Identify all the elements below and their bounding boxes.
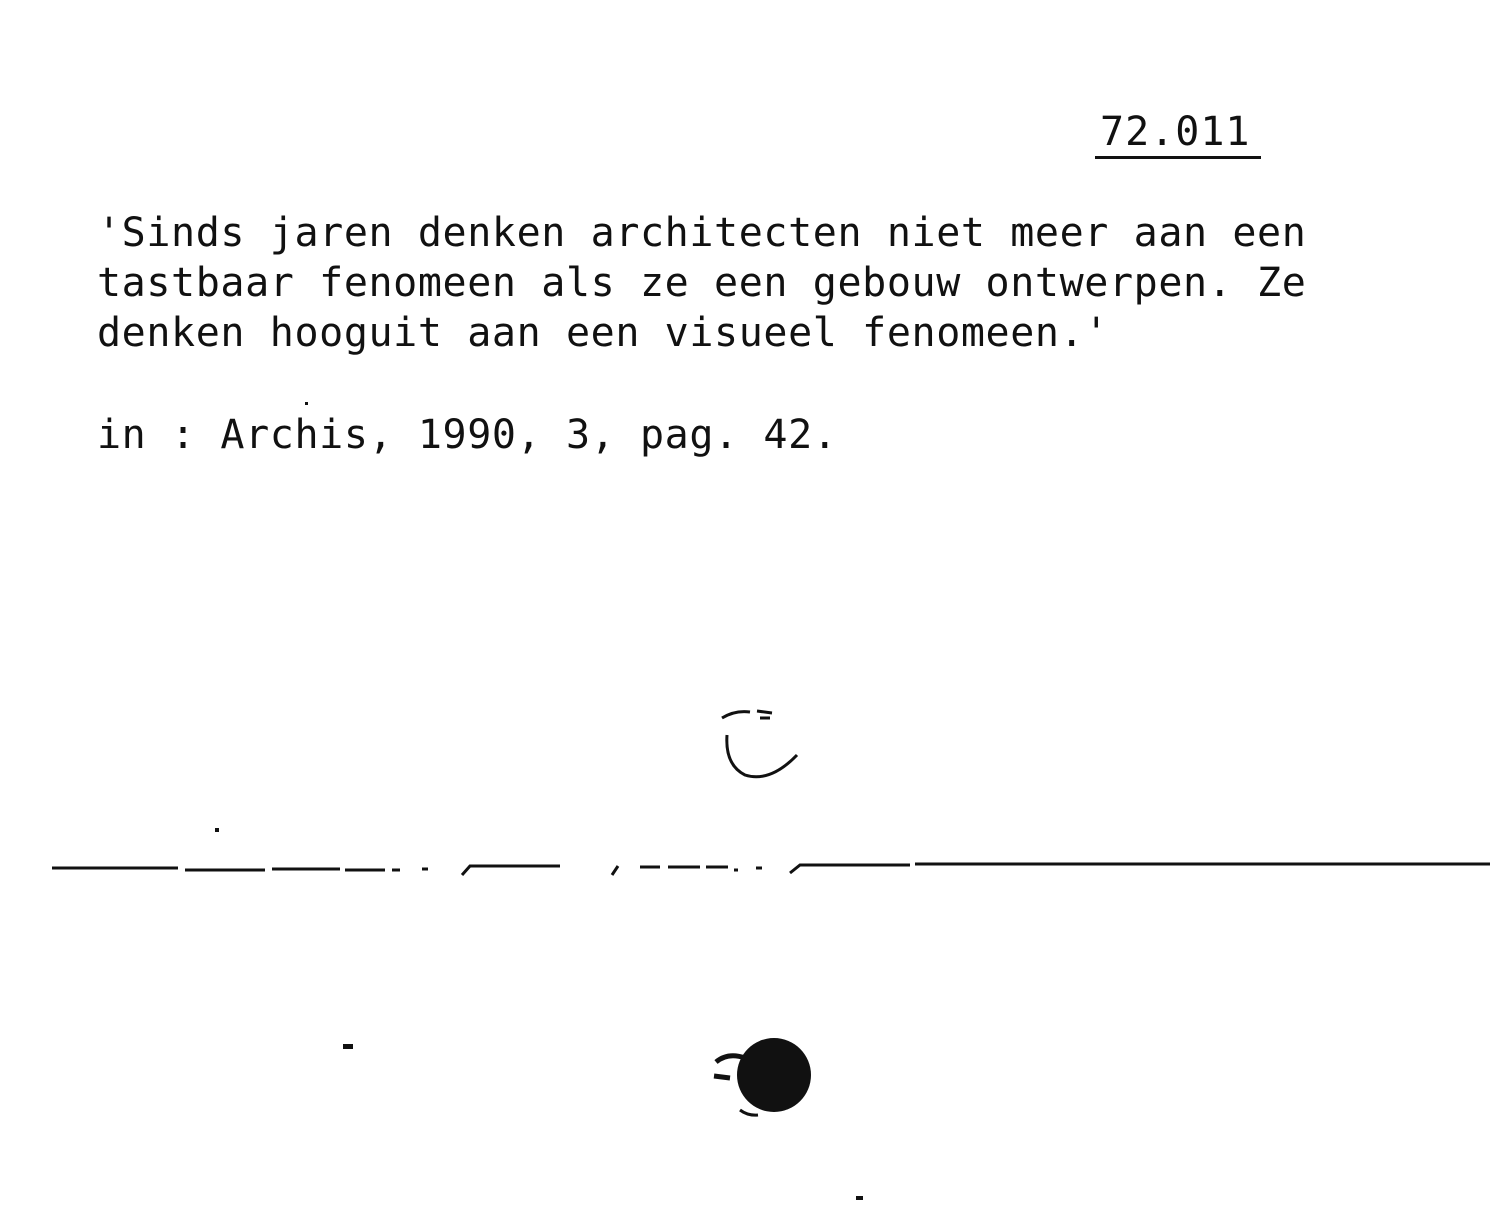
punch-hole-filled	[714, 1038, 811, 1115]
quote-line: denken hooguit aan een visueel fenomeen.'	[97, 310, 1109, 356]
source-citation: in : Archis, 1990, 3, pag. 42.	[97, 412, 838, 458]
fold-line	[52, 864, 1490, 875]
catalog-number: 72.011	[1100, 109, 1251, 155]
punch-hole-outline	[722, 711, 797, 777]
quote-line: 'Sinds jaren denken architecten niet meer aan een	[97, 210, 1307, 256]
quote-line: tastbaar fenomeen als ze een gebouw ontwerpen. Ze	[97, 260, 1307, 306]
